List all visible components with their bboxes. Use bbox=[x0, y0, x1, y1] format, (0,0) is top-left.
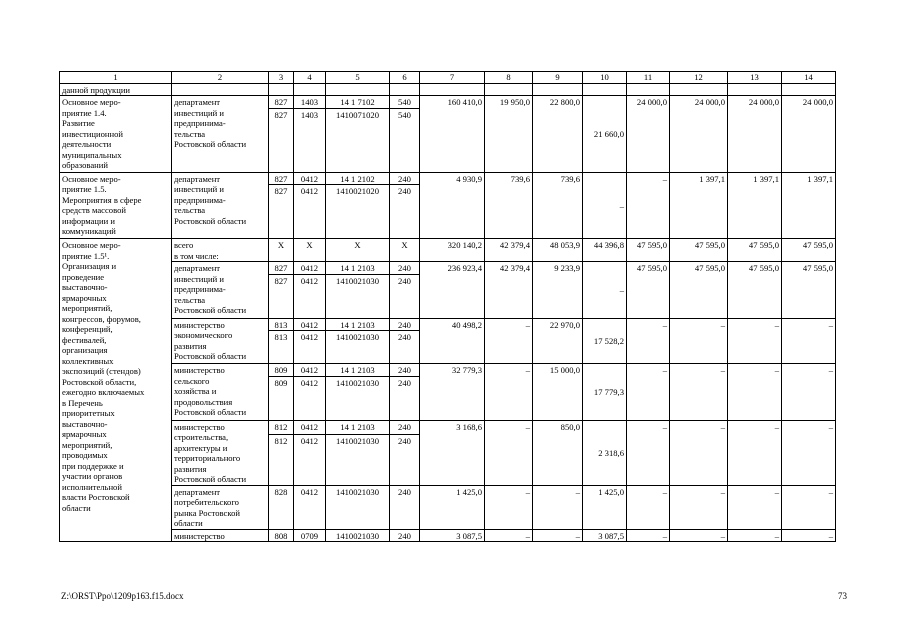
table-cell: 32 779,3 bbox=[420, 364, 485, 421]
table-cell bbox=[326, 83, 390, 96]
column-header: 3 bbox=[269, 72, 294, 84]
table-row bbox=[60, 420, 836, 434]
table-cell: 739,6 bbox=[485, 172, 533, 239]
table-cell: 4 930,9 bbox=[420, 172, 485, 239]
row-label: данной продукции bbox=[60, 83, 172, 96]
column-header: 6 bbox=[390, 72, 420, 84]
table-cell: 47 595,0 bbox=[728, 239, 782, 262]
table-cell: 47 595,0 bbox=[670, 262, 728, 319]
table-cell: 17 779,3 bbox=[583, 364, 627, 421]
table-cell: 240 bbox=[390, 485, 420, 529]
table-cell: – bbox=[485, 485, 533, 529]
executor: министерство bbox=[172, 529, 269, 542]
table-cell: – bbox=[670, 364, 728, 421]
table-cell: 14 1 7102 bbox=[326, 96, 390, 109]
table-cell: 17 528,2 bbox=[583, 318, 627, 364]
table-cell: – bbox=[485, 364, 533, 421]
table-cell: 47 595,0 bbox=[627, 239, 670, 262]
column-header: 9 bbox=[533, 72, 583, 84]
table-cell: – bbox=[627, 172, 670, 239]
column-header: 11 bbox=[627, 72, 670, 84]
table-cell: 240 bbox=[390, 420, 420, 434]
table-cell: 0412 bbox=[294, 262, 326, 275]
table-cell: 0412 bbox=[294, 274, 326, 318]
column-header: 12 bbox=[670, 72, 728, 84]
table-cell: 827 bbox=[269, 185, 294, 239]
table-row bbox=[60, 72, 836, 84]
column-header: 1 bbox=[60, 72, 172, 84]
table-cell: – bbox=[583, 262, 627, 319]
table-cell: 48 053,9 bbox=[533, 239, 583, 262]
table-cell: 1403 bbox=[294, 108, 326, 172]
table-cell: 1 397,1 bbox=[728, 172, 782, 239]
table-cell: – bbox=[728, 364, 782, 421]
table-cell: – bbox=[782, 485, 836, 529]
table-cell: 47 595,0 bbox=[782, 262, 836, 319]
table-cell: 24 000,0 bbox=[728, 96, 782, 173]
table-row bbox=[60, 83, 836, 96]
table-cell: 240 bbox=[390, 529, 420, 542]
table-cell: 24 000,0 bbox=[782, 96, 836, 173]
table-cell: 14 1 2103 bbox=[326, 420, 390, 434]
table-cell: 827 bbox=[269, 274, 294, 318]
table-cell bbox=[294, 83, 326, 96]
table-cell: 828 bbox=[269, 485, 294, 529]
table-cell: 236 923,4 bbox=[420, 262, 485, 319]
table-cell: – bbox=[670, 485, 728, 529]
table-cell: 813 bbox=[269, 331, 294, 364]
table-cell: 813 bbox=[269, 318, 294, 331]
budget-table bbox=[59, 71, 836, 542]
table-cell: X bbox=[269, 239, 294, 262]
table-cell: 22 970,0 bbox=[533, 318, 583, 364]
table-cell: 812 bbox=[269, 434, 294, 485]
column-header: 4 bbox=[294, 72, 326, 84]
table-cell: 850,0 bbox=[533, 420, 583, 485]
measure-name: Основное меро- приятие 1.4. Развитие инвестиционной деятельности муниципальных образований bbox=[60, 96, 172, 173]
table-cell: 3 087,5 bbox=[583, 529, 627, 542]
table-cell: – bbox=[728, 529, 782, 542]
table-cell: 1 425,0 bbox=[420, 485, 485, 529]
table-cell: 14 1 2102 bbox=[326, 172, 390, 185]
table-cell: 1410021030 bbox=[326, 434, 390, 485]
table-cell: 21 660,0 bbox=[583, 96, 627, 173]
table-cell: X bbox=[326, 239, 390, 262]
table-cell: 1410021030 bbox=[326, 376, 390, 420]
table-cell: 47 595,0 bbox=[728, 262, 782, 319]
table-cell bbox=[485, 83, 533, 96]
table-cell: 0412 bbox=[294, 364, 326, 377]
table-cell: – bbox=[533, 485, 583, 529]
table-cell: – bbox=[728, 485, 782, 529]
table-cell: – bbox=[485, 420, 533, 485]
table-cell: 0412 bbox=[294, 376, 326, 420]
table-cell: X bbox=[294, 239, 326, 262]
table-cell: – bbox=[670, 529, 728, 542]
file-path: Z:\ORST\Ppo\1209p163.f15.docx bbox=[61, 591, 184, 601]
table-cell: – bbox=[782, 364, 836, 421]
table-cell: 808 bbox=[269, 529, 294, 542]
table-cell: – bbox=[627, 529, 670, 542]
table-cell: 1 397,1 bbox=[670, 172, 728, 239]
table-cell: 47 595,0 bbox=[670, 239, 728, 262]
table-cell: – bbox=[728, 420, 782, 485]
column-header: 7 bbox=[420, 72, 485, 84]
table-cell: 0412 bbox=[294, 331, 326, 364]
table-cell: 160 410,0 bbox=[420, 96, 485, 173]
executor: департамент инвестиций и предпринима- тельства Ростовской области bbox=[172, 172, 269, 239]
table-cell: 42 379,4 bbox=[485, 239, 533, 262]
table-cell: 540 bbox=[390, 96, 420, 109]
table-cell: 42 379,4 bbox=[485, 262, 533, 319]
measure-name: Основное меро- приятие 1.5. Мероприятия в сфере средств массовой информации и коммуникаций bbox=[60, 172, 172, 239]
table-cell: 47 595,0 bbox=[782, 239, 836, 262]
table-cell bbox=[172, 83, 269, 96]
table-row bbox=[60, 318, 836, 331]
page-number: 73 bbox=[838, 591, 847, 601]
table-cell: 0412 bbox=[294, 485, 326, 529]
column-header: 10 bbox=[583, 72, 627, 84]
table-cell: 240 bbox=[390, 318, 420, 331]
table-cell: X bbox=[390, 239, 420, 262]
table-cell: 15 000,0 bbox=[533, 364, 583, 421]
table-cell: 3 087,5 bbox=[420, 529, 485, 542]
executor: департамент потребительского рынка Ростовской области bbox=[172, 485, 269, 529]
table-cell: 14 1 2103 bbox=[326, 318, 390, 331]
table-cell: 1410071020 bbox=[326, 108, 390, 172]
table-cell: 0412 bbox=[294, 318, 326, 331]
table-cell bbox=[782, 83, 836, 96]
table-cell: 240 bbox=[390, 376, 420, 420]
table-cell: 14 1 2103 bbox=[326, 262, 390, 275]
table-row bbox=[60, 96, 836, 109]
table-cell: 1410021030 bbox=[326, 274, 390, 318]
table-cell: 0709 bbox=[294, 529, 326, 542]
table-cell: – bbox=[782, 318, 836, 364]
table-row bbox=[60, 485, 836, 529]
table-cell: 1 397,1 bbox=[782, 172, 836, 239]
table-cell bbox=[670, 83, 728, 96]
table-cell: 44 396,8 bbox=[583, 239, 627, 262]
table-cell: – bbox=[485, 318, 533, 364]
executor: департамент инвестиций и предпринима- тельства Ростовской области bbox=[172, 262, 269, 319]
column-header: 8 bbox=[485, 72, 533, 84]
table-cell: 9 233,9 bbox=[533, 262, 583, 319]
table-cell: 1403 bbox=[294, 96, 326, 109]
table-cell: 809 bbox=[269, 376, 294, 420]
table-cell bbox=[533, 83, 583, 96]
table-cell: 0412 bbox=[294, 172, 326, 185]
table-cell: 2 318,6 bbox=[583, 420, 627, 485]
table-cell: 1410021030 bbox=[326, 529, 390, 542]
table-cell: – bbox=[627, 364, 670, 421]
table-cell bbox=[728, 83, 782, 96]
table-row bbox=[60, 239, 836, 262]
table-cell bbox=[390, 83, 420, 96]
table-row bbox=[60, 172, 836, 185]
table-cell: 0412 bbox=[294, 185, 326, 239]
table-cell: – bbox=[627, 318, 670, 364]
table-cell: 240 bbox=[390, 262, 420, 275]
executor: министерство сельского хозяйства и продовольствия Ростовской области bbox=[172, 364, 269, 421]
table-cell: 240 bbox=[390, 185, 420, 239]
table-cell: 14 1 2103 bbox=[326, 364, 390, 377]
table-cell: 240 bbox=[390, 331, 420, 364]
table-cell: 3 168,6 bbox=[420, 420, 485, 485]
table-cell: 24 000,0 bbox=[670, 96, 728, 173]
table-cell: – bbox=[627, 420, 670, 485]
executor: министерство строительства, архитектуры и территориального развития Ростовской области bbox=[172, 420, 269, 485]
table-cell: 1 425,0 bbox=[583, 485, 627, 529]
column-header: 14 bbox=[782, 72, 836, 84]
table-cell: – bbox=[670, 420, 728, 485]
table-cell: 809 bbox=[269, 364, 294, 377]
table-cell: 240 bbox=[390, 364, 420, 377]
table-cell: 827 bbox=[269, 108, 294, 172]
table-cell: 240 bbox=[390, 172, 420, 185]
table-row bbox=[60, 364, 836, 377]
column-header: 13 bbox=[728, 72, 782, 84]
table-cell: – bbox=[782, 529, 836, 542]
executor: всего в том числе: bbox=[172, 239, 269, 262]
table-row bbox=[60, 262, 836, 275]
table-cell: 540 bbox=[390, 108, 420, 172]
table-cell: 1410021030 bbox=[326, 331, 390, 364]
table-cell: – bbox=[728, 318, 782, 364]
table-cell bbox=[627, 83, 670, 96]
table-cell: 827 bbox=[269, 96, 294, 109]
table-cell: 240 bbox=[390, 434, 420, 485]
table-cell: – bbox=[782, 420, 836, 485]
table-cell: – bbox=[583, 172, 627, 239]
executor: министерство экономического развития Ростовской области bbox=[172, 318, 269, 364]
measure-name: Основное меро- приятие 1.5¹. Организация и проведение выставочно- ярмарочных мероприятий, конгрессов, форумов, конференций, фестивалей, организация коллективных экспозиций (стендов) Ростовской области, ежегодно включаемых в Перечень приоритетных выставочно- ярмарочных мероприятий, проводимых при поддержке и участии органов исполнительной власти Ростовской области bbox=[60, 239, 172, 542]
table-cell: 47 595,0 bbox=[627, 262, 670, 319]
column-header: 2 bbox=[172, 72, 269, 84]
table-cell: 739,6 bbox=[533, 172, 583, 239]
table-cell: 240 bbox=[390, 274, 420, 318]
table-row bbox=[60, 529, 836, 542]
table-cell: 0412 bbox=[294, 434, 326, 485]
table-cell: – bbox=[485, 529, 533, 542]
table-cell bbox=[583, 83, 627, 96]
column-header: 5 bbox=[326, 72, 390, 84]
table-cell: 24 000,0 bbox=[627, 96, 670, 173]
table-cell: 1410021030 bbox=[326, 485, 390, 529]
table-cell: 827 bbox=[269, 172, 294, 185]
table-cell bbox=[269, 83, 294, 96]
table-cell: 0412 bbox=[294, 420, 326, 434]
table-cell: 812 bbox=[269, 420, 294, 434]
table-cell: 1410021020 bbox=[326, 185, 390, 239]
table-cell: – bbox=[670, 318, 728, 364]
table-cell: – bbox=[627, 485, 670, 529]
table-cell: 40 498,2 bbox=[420, 318, 485, 364]
table-cell: 320 140,2 bbox=[420, 239, 485, 262]
table-cell: 19 950,0 bbox=[485, 96, 533, 173]
table-cell: – bbox=[533, 529, 583, 542]
table-cell bbox=[420, 83, 485, 96]
executor: департамент инвестиций и предпринима- тельства Ростовской области bbox=[172, 96, 269, 173]
table-cell: 22 800,0 bbox=[533, 96, 583, 173]
table-cell: 827 bbox=[269, 262, 294, 275]
